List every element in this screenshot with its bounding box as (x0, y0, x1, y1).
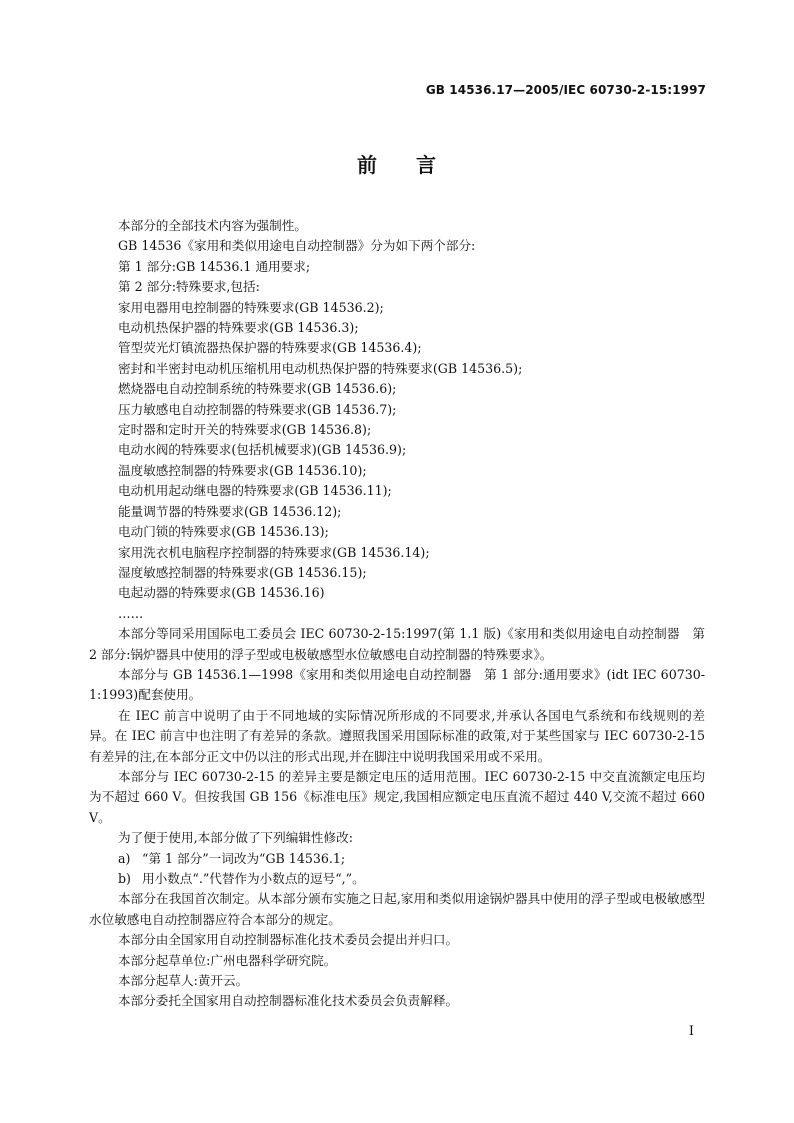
paragraph: 第 1 部分:GB 14536.1 通用要求; (118, 258, 311, 274)
paragraph: 本部分委托全国家用自动控制器标准化技术委员会负责解释。 (118, 993, 459, 1009)
paragraph: 第 2 部分:特殊要求,包括: (118, 279, 260, 295)
edit-item-b (89, 869, 705, 889)
paragraph: 本部分在我国首次制定。从本部分颁布实施之日起,家用和类似用途锅炉器具中使用的浮子型或电极敏感型水位敏感电自动控制器应符合本部分的规定。 (89, 891, 705, 927)
edit-item-marker: a) (118, 850, 131, 866)
paragraph: 本部分等同采用国际电工委员会 IEC 60730-2-15:1997(第 1.1 版)《家用和类似用途电自动控制器 第 2 部分:锅炉器具中使用的浮子型或电极敏感型水位敏感电自动控制器的特殊要求》。 (89, 626, 705, 662)
edit-item-text: 用小数点“.”代替作为小数点的逗号“,”。 (142, 871, 365, 886)
edit-item-marker: b) (118, 871, 131, 886)
paragraph: 本部分起草人:黄开云。 (118, 973, 249, 989)
paragraph: 本部分与 IEC 60730-2-15 的差异主要是额定电压的适用范围。IEC 60730-2-15 中交直流额定电压均为不超过 660 V。但按我国 GB 156《标准电压》规定,我国相应额定电压直流不超过 440 V,交流不超过 660 V。 (89, 768, 705, 825)
paragraph: 本部分起草单位:广州电器科学研究院。 (118, 952, 337, 968)
list-item: 能量调节器的特殊要求(GB 14536.12); (118, 503, 342, 519)
list-item: 家用洗衣机电脑程序控制器的特殊要求(GB 14536.14); (118, 544, 430, 560)
standard-code: GB 14536.17—2005/IEC 60730-2-15:1997 (425, 83, 706, 97)
list-item: 电起动器的特殊要求(GB 14536.16) (118, 585, 325, 601)
list-item: 湿度敏感控制器的特殊要求(GB 14536.15); (118, 564, 367, 580)
list-item: 电动机用起动继电器的特殊要求(GB 14536.11); (118, 483, 392, 499)
paragraph: 本部分由全国家用自动控制器标准化技术委员会提出并归口。 (118, 932, 459, 948)
list-item: 压力敏感电自动控制器的特殊要求(GB 14536.7); (118, 401, 397, 417)
list-item: 家用电器用电控制器的特殊要求(GB 14536.2); (118, 299, 384, 315)
page-title (0, 149, 794, 178)
title-char-2: 言 (416, 153, 437, 177)
list-item: 电动机热保护器的特殊要求(GB 14536.3); (118, 320, 359, 336)
list-item: 电动水阀的特殊要求(包括机械要求)(GB 14536.9); (118, 442, 407, 458)
paragraph: GB 14536《家用和类似用途电自动控制器》分为如下两个部分: (118, 238, 476, 254)
ellipsis: …… (118, 605, 144, 621)
edit-item-a (89, 849, 705, 869)
list-item: 燃烧器电自动控制系统的特殊要求(GB 14536.6); (118, 381, 397, 397)
list-item: 密封和半密封电动机压缩机用电动机热保护器的特殊要求(GB 14536.5); (118, 360, 523, 376)
paragraph: 本部分的全部技术内容为强制性。 (118, 218, 307, 233)
list-item: 管型荧光灯镇流器热保护器的特殊要求(GB 14536.4); (118, 340, 422, 356)
foreword-body (89, 216, 705, 1012)
paragraph: 在 IEC 前言中说明了由于不同地域的实际情况所形成的不同要求,并承认各国电气系统和布线规则的差异。在 IEC 前言中也注明了有差异的条款。遵照我国采用国际标准的政策,对于某些国家与 IEC 60730-2-15 有差异的注,在本部分正文中仍以注的形式出现,并在脚注中说明我国采用或不采用。 (89, 707, 705, 764)
paragraph: 本部分与 GB 14536.1—1998《家用和类似用途电自动控制器 第 1 部分:通用要求》(idt IEC 60730-1:1993)配套使用。 (89, 666, 705, 703)
list-item: 定时器和定时开关的特殊要求(GB 14536.8); (118, 422, 372, 438)
edit-item-text: “第 1 部分”一词改为“GB 14536.1; (142, 850, 346, 866)
list-item: 温度敏感控制器的特殊要求(GB 14536.10); (118, 462, 367, 478)
title-char-1: 前 (357, 153, 378, 177)
list-item: 电动门锁的特殊要求(GB 14536.13); (118, 524, 329, 540)
paragraph: 为了便于使用,本部分做了下列编辑性修改: (118, 830, 353, 846)
page-number: I (688, 1024, 694, 1039)
